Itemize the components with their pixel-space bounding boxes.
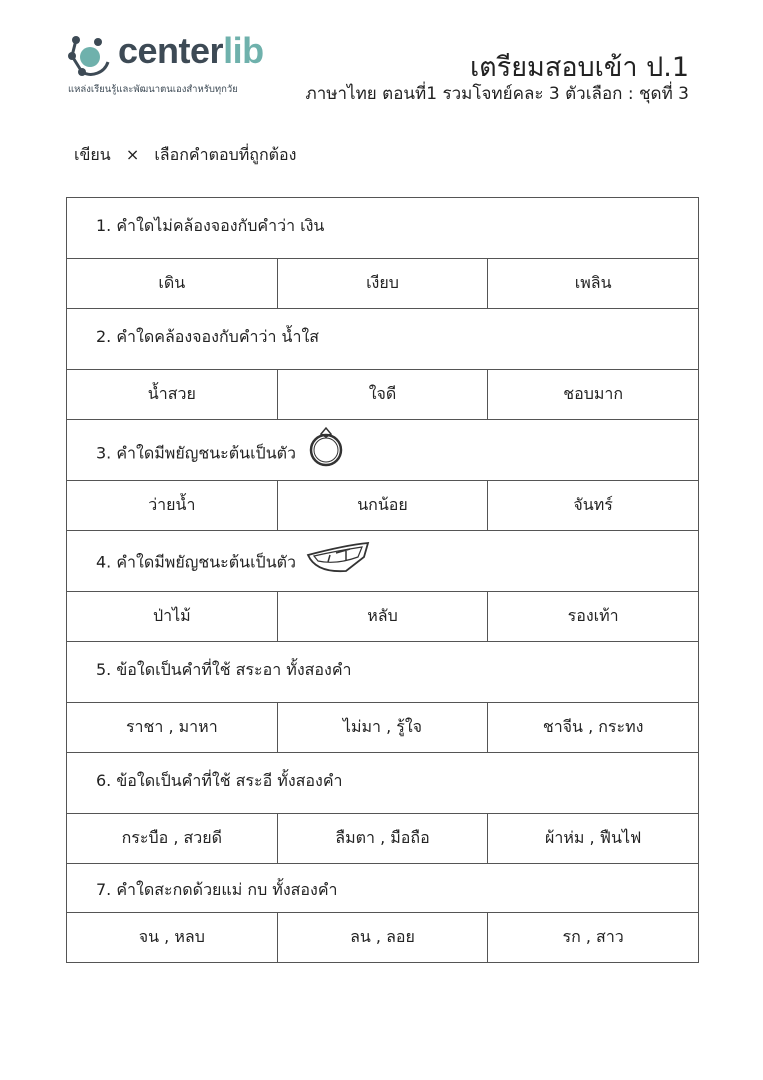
answer-option[interactable]: ราชา , มาหา (67, 703, 278, 753)
answer-option[interactable]: ไม่มา , รู้ใจ (277, 703, 488, 753)
question-row (67, 753, 699, 814)
question-cell (67, 864, 699, 913)
logo-wordmark: centerlib (118, 30, 264, 71)
question-text: 2. คำใดคล้องจองกับคำว่า น้ำใส (96, 327, 320, 346)
answer-row (67, 370, 699, 420)
logo-mark-icon (68, 32, 114, 80)
answer-option[interactable]: หลับ (277, 592, 488, 642)
question-row (67, 309, 699, 370)
answer-option[interactable]: ชาจีน , กระทง (488, 703, 699, 753)
answer-row (67, 814, 699, 864)
ring-icon (306, 424, 350, 472)
question-text: 6. ข้อใดเป็นคำที่ใช้ สระอี ทั้งสองคำ (96, 771, 343, 790)
cross-mark: × (125, 145, 140, 164)
question-cell (67, 753, 699, 814)
answer-option[interactable]: กระบือ , สวยดี (67, 814, 278, 864)
centerlib-logo (68, 30, 264, 95)
question-text: 1. คำใดไม่คล้องจองกับคำว่า เงิน (96, 216, 325, 235)
question-text: 4. คำใดมีพยัญชนะต้นเป็นตัว (96, 552, 296, 572)
question-cell (67, 531, 699, 592)
question-text: 5. ข้อใดเป็นคำที่ใช้ สระอา ทั้งสองคำ (96, 660, 352, 679)
answer-row (67, 259, 699, 309)
page-subtitle: ภาษาไทย ตอนที่1 รวมโจทย์คละ 3 ตัวเลือก : ชุดที่ 3 (305, 84, 689, 104)
instruction (74, 143, 306, 168)
answer-option[interactable]: ว่ายน้ำ (67, 481, 278, 531)
logo-tagline: แหล่งเรียนรู้และพัฒนาตนเองสำหรับทุกวัย (68, 84, 238, 95)
question-cell (67, 642, 699, 703)
answer-row (67, 481, 699, 531)
question-table (66, 197, 699, 963)
instruction-text: เลือกคำตอบที่ถูกต้อง (154, 145, 297, 164)
answer-option[interactable]: นกน้อย (277, 481, 488, 531)
instruction-verb: เขียน (74, 145, 111, 164)
answer-row (67, 592, 699, 642)
answer-option[interactable]: ลืมตา , มือถือ (277, 814, 488, 864)
answer-option[interactable]: ชอบมาก (488, 370, 699, 420)
question-row (67, 531, 699, 592)
question-text: 3. คำใดมีพยัญชนะต้นเป็นตัว (96, 443, 296, 463)
answer-option[interactable]: จน , หลบ (67, 913, 278, 963)
answer-option[interactable]: ป่าไม้ (67, 592, 278, 642)
question-text: 7. คำใดสะกดด้วยแม่ กบ ทั้งสองคำ (96, 880, 338, 899)
question-row (67, 198, 699, 259)
boat-icon (306, 535, 372, 579)
answer-option[interactable]: น้ำสวย (67, 370, 278, 420)
answer-option[interactable]: ใจดี (277, 370, 488, 420)
answer-option[interactable]: รก , สาว (488, 913, 699, 963)
answer-option[interactable]: เงียบ (277, 259, 488, 309)
answer-option[interactable]: เดิน (67, 259, 278, 309)
question-row (67, 420, 699, 481)
question-cell (67, 420, 699, 481)
answer-option[interactable]: ผ้าห่ม , ฟืนไฟ (488, 814, 699, 864)
answer-option[interactable]: ลน , ลอย (277, 913, 488, 963)
page-title: เตรียมสอบเข้า ป.1 (469, 52, 689, 83)
question-row (67, 642, 699, 703)
answer-option[interactable]: เพลิน (488, 259, 699, 309)
answer-row (67, 703, 699, 753)
question-cell (67, 309, 699, 370)
answer-option[interactable]: จันทร์ (488, 481, 699, 531)
question-row (67, 864, 699, 913)
answer-option[interactable]: รองเท้า (488, 592, 699, 642)
question-cell (67, 198, 699, 259)
answer-row (67, 913, 699, 963)
